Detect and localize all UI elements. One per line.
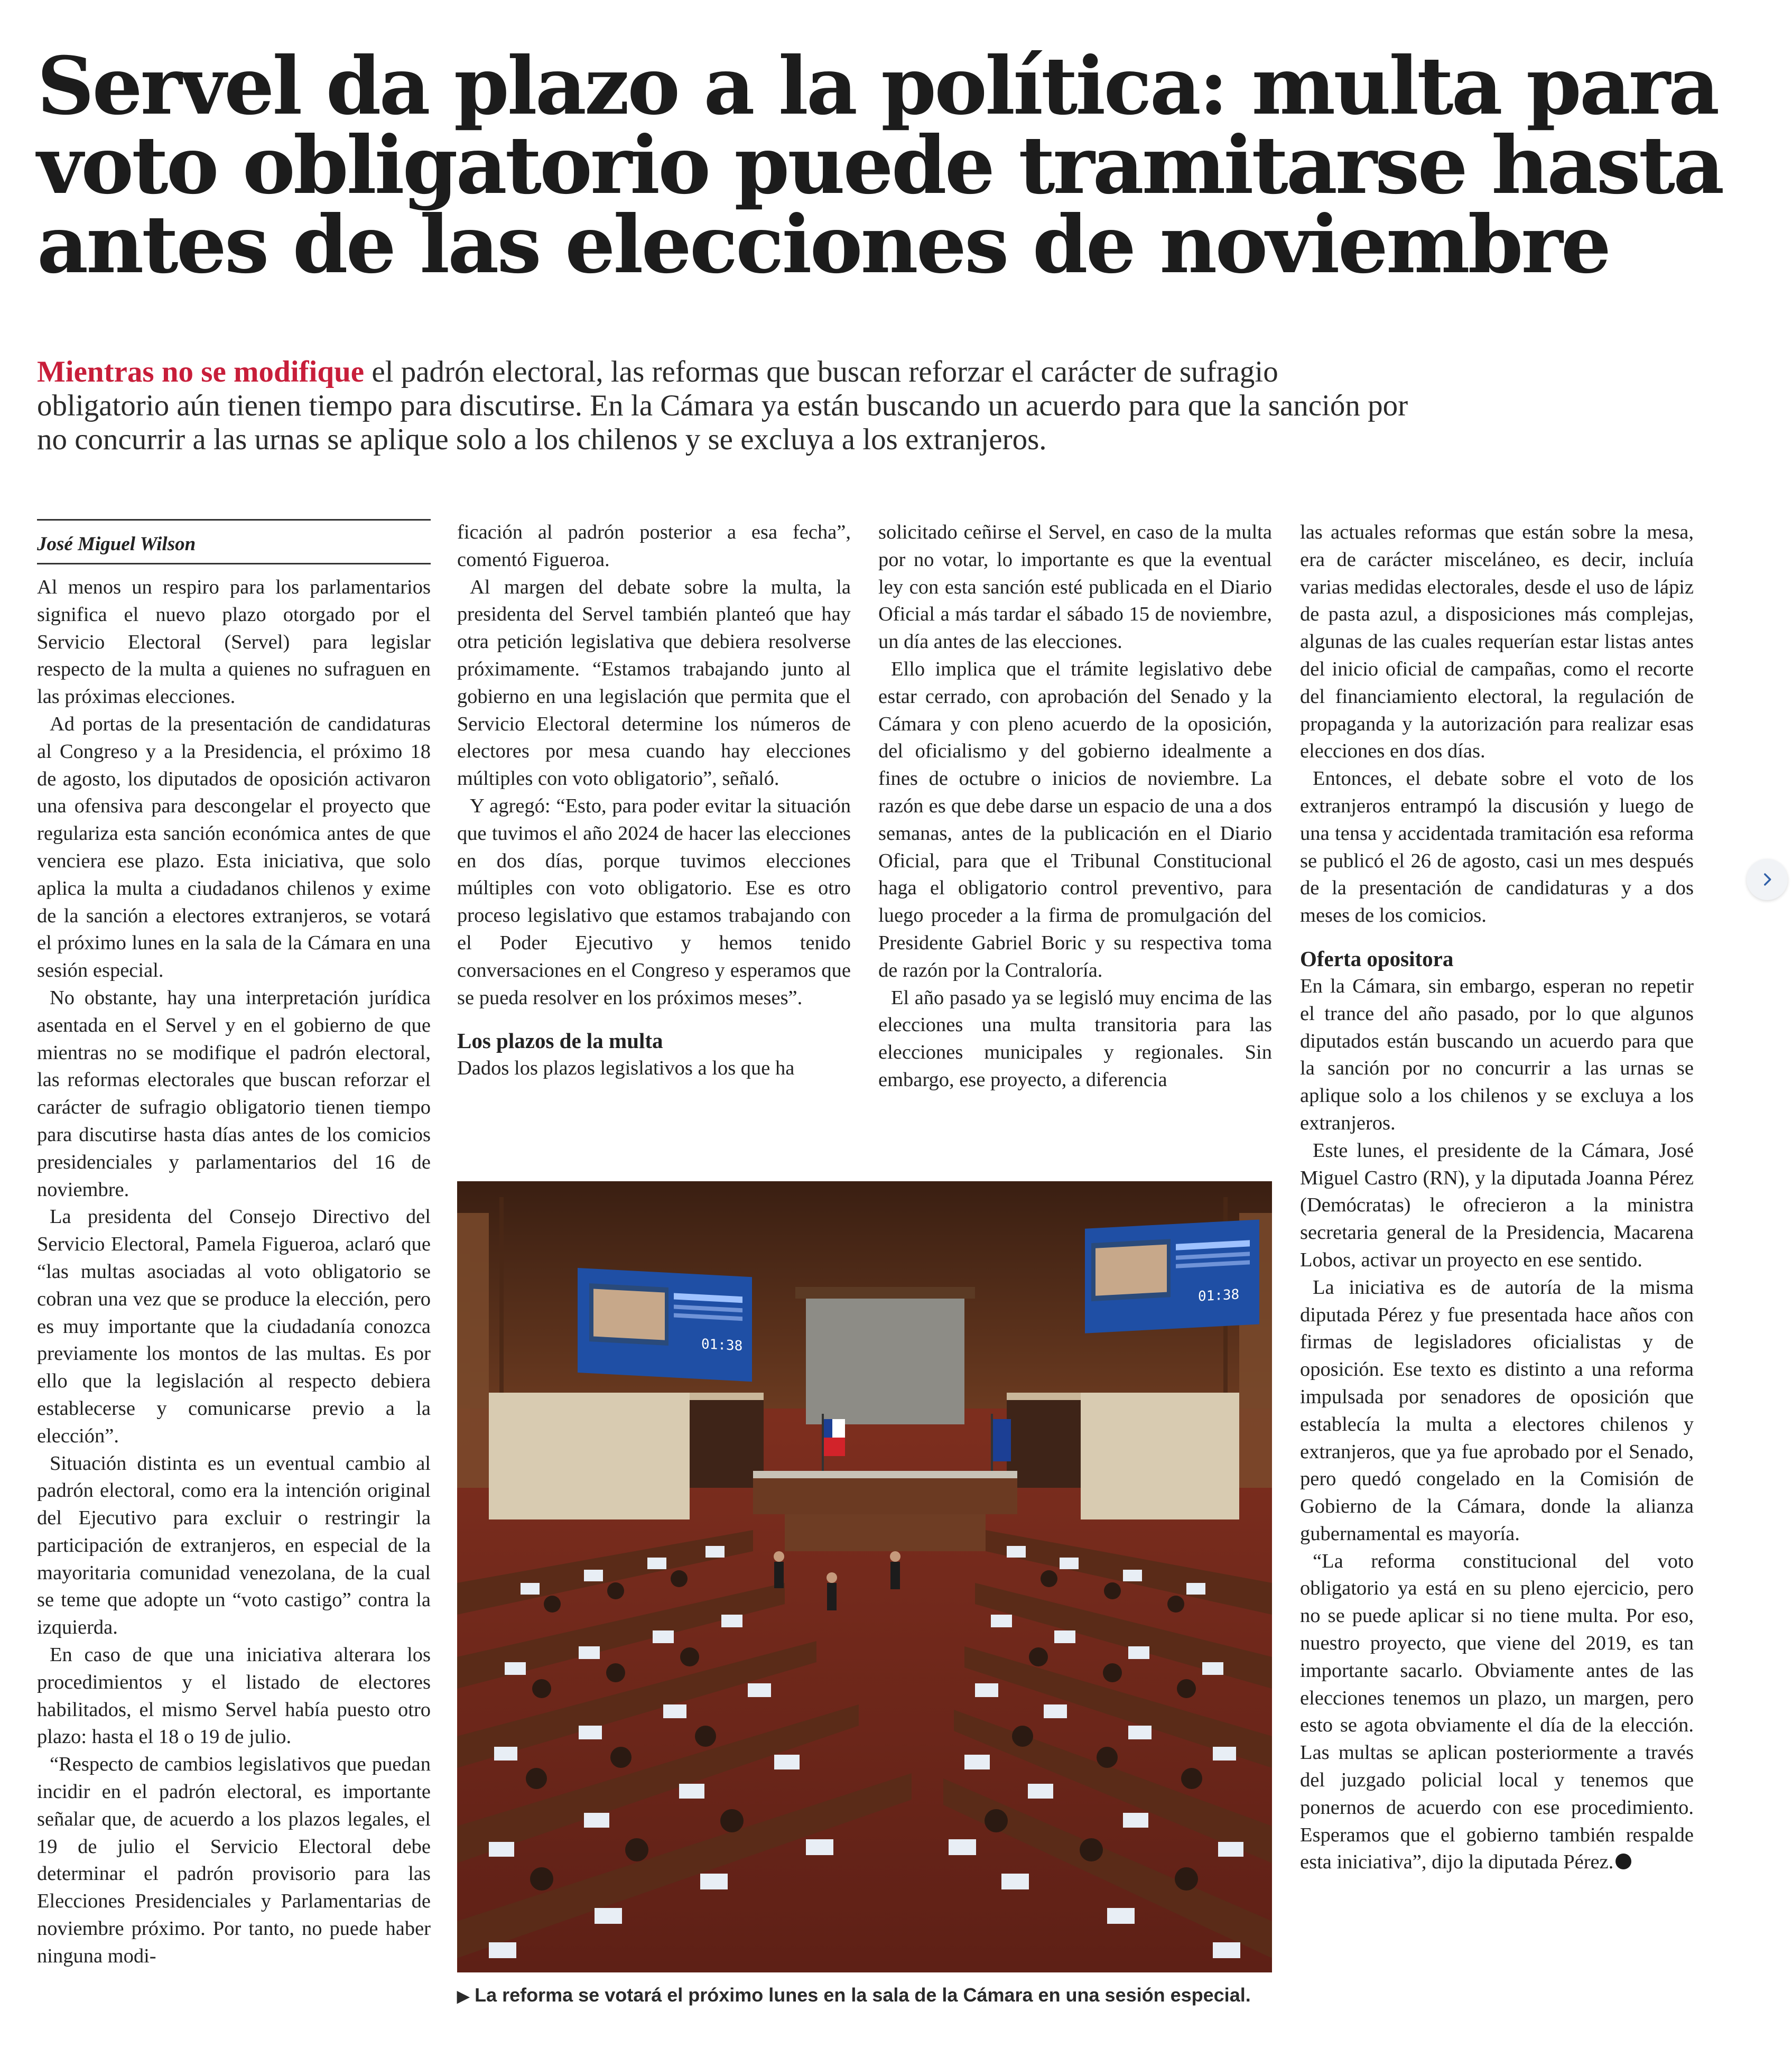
lede-text: el padrón electoral, las reformas que buscan reforzar el carácter de sufragio obligatorio aún tienen tiempo para discutirse. En la Cámara ya están buscando un acuerdo para que la sanción por no concurrir a las urnas se aplique solo a los chilenos y se excluya a los extranjeros. [37,355,1408,456]
subhead-oferta: Oferta opositora [1300,946,1454,971]
article-column-4 [1300,519,1694,1876]
paragraph: Entonces, el debate sobre el voto de los extranjeros entrampó la discusión y luego de una tensa y accidentada tramitación esa reforma se publicó el 26 de agosto, casi un mes después de la presentación de candidaturas y a dos meses de los comicios. [1300,767,1694,927]
lede-kicker: Mientras no se modifique [37,355,365,388]
paragraph: La iniciativa es de autoría de la misma diputada Pérez y fue presentada hace años con firmas de legisladores oficialistas y de oposición. Ese texto es distinto a una reforma impulsada por senadores de oposición que establecía la multa a electores chilenos y extranjeros, que ya fue aprobado por el Senado, pero quedó congelado en la Comisión de Gobierno de la Cámara, donde la alianza gubernamental es mayoría. [1300,1276,1694,1545]
article-column-1 [37,519,431,1970]
paragraph: las actuales reformas que están sobre la mesa, era de carácter misceláneo, es decir, incluía varias medidas electorales, desde el uso de lápiz de pasta azul, a disposiciones más complejas, algunas de las cuales requerían estar listas antes del inicio oficial de campañas, como el recorte del financiamiento electoral, la regulación de propaganda y la autorización para realizar esas elecciones en dos días. [1300,521,1694,763]
paragraph: “Respecto de cambios legislativos que puedan incidir en el padrón electoral, es importante señalar que, de acuerdo a los plazos legales, el 19 de julio el Servicio Electoral debe determinar el padrón provisorio para las Elecciones Presidenciales y Parlamentarias de noviembre próximo. Por tanto, no puede haber ninguna modi- [37,1753,431,1967]
headline [37,40,1754,291]
next-page-button[interactable] [1747,859,1788,900]
paragraph: Situación distinta es un eventual cambio al padrón electoral, como era la intención original del Ejecutivo para excluir o restringir la participación de extranjeros, en especial de la mayoritaria comunidad venezolana, de la cual se teme que adopte un “voto castigo” contra la izquierda. [37,1452,431,1639]
paragraph: Ello implica que el trámite legislativo debe estar cerrado, con aprobación del Senado y la Cámara y con pleno acuerdo de la oposición, del oficialismo y del gobierno idealmente a fines de octubre o inicios de noviembre. La razón es que debe darse un espacio de una a dos semanas, antes de la publicación en el Diario Oficial, para que el Tribunal Constitucional haga el obligatorio control preventivo, para luego proceder a la firma de promulgación del Presidente Gabriel Boric y su respectiva toma de razón por la Contraloría. [878,657,1272,981]
paragraph: “La reforma constitucional del voto obligatorio ya está en su pleno ejercicio, pero no se puede aplicar si no tiene multa. Por eso, nuestro proyecto, que viene del 2019, es tan importante sacarlo. Obviamente antes de las elecciones tenemos un plazo, un margen, pero esto se agota obviamente el día de la elección. Las multas se aplican posteriormente a través del juzgado policial local y tenemos que ponernos de acuerdo con ese procedimiento. Esperamos que el gobierno también respalde esta iniciativa”, dijo la diputada Pérez. [1300,1550,1694,1874]
paragraph: En la Cámara, sin embargo, esperan no repetir el trance del año pasado, por lo que algunos diputados están buscando un acuerdo para que la sanción por no concurrir a las urnas se aplique solo a los chilenos y se excluya a los extranjeros. [1300,975,1694,1134]
article-column-2 [457,519,851,1082]
paragraph: ficación al padrón posterior a esa fecha”, comentó Figueroa. [457,521,851,571]
triangle-right-icon: ▶ [457,1988,470,2005]
paragraph: Este lunes, el presidente de la Cámara, José Miguel Castro (RN), y la diputada Joanna Pérez (Demócratas) le ofrecieron a la ministra secretaria general de la Presidencia, Macarena Lobos, activar un proyecto en ese sentido. [1300,1139,1694,1271]
headline-line-1: Servel da plazo a la política: multa para [37,40,1718,133]
article-column-3 [878,519,1272,1094]
subhead-plazos: Los plazos de la multa [457,1028,663,1053]
paragraph: En caso de que una iniciativa alterara los procedimientos y el listado de electores habilitados, el mismo Servel había puesto otro plazo: hasta el 18 o 19 de julio. [37,1644,431,1748]
byline: José Miguel Wilson [37,519,431,564]
paragraph: No obstante, hay una interpretación jurídica asentada en el Servel y en el gobierno de que mientras no se modifique el padrón electoral, las reformas electorales que buscan reforzar el carácter de sufragio obligatorio tienen tiempo para discutirse hasta días antes de los comicios presidenciales y parlamentarios del 16 de noviembre. [37,986,431,1201]
chevron-right-icon [1758,870,1776,888]
right-screen-time: 01:38 [1198,1286,1240,1305]
paragraph: El año pasado ya se legisló muy encima de las elecciones una multa transitoria para las elecciones municipales y regionales. Sin embargo, ese proyecto, a diferencia [878,986,1272,1091]
lede [37,355,1411,457]
photo-caption [457,1983,1303,2009]
end-dot-icon [1615,1854,1631,1869]
paragraph: La presidenta del Consejo Directivo del Servicio Electoral, Pamela Figueroa, aclaró que “las multas asociadas al voto obligatorio se cobran una vez que se produce la elección, pero es muy importante que la ciudadanía conozca previamente los montos de las multas. Es por ello que la legislación al respecto debiera establecerse y comunicarse previo a la elección”. [37,1206,431,1447]
caption-text: La reforma se votará el próximo lunes en la sala de la Cámara en una sesión especial. [475,1984,1251,2006]
left-screen-time: 01:38 [701,1336,743,1355]
paragraph: Al margen del debate sobre la multa, la presidenta del Servel también planteó que hay otra petición legislativa que debiera resolverse próximamente. “Estamos trabajando junto al gobierno en una legislación que permita que el Servicio Electoral determine los números de electores por mesa cuando hay elecciones múltiples con voto obligatorio”, señaló. [457,576,851,790]
paragraph: solicitado ceñirse el Servel, en caso de la multa por no votar, lo importante es que la eventual ley con esta sanción esté publicada en el Diario Oficial a más tardar el sábado 15 de noviembre, un día antes de las elecciones. [878,521,1272,653]
headline-line-2: voto obligatorio puede tramitarse hasta [37,119,1723,212]
chamber-photo-illustration [457,1181,1272,1972]
paragraph: Dados los plazos legislativos a los que ha [457,1057,795,1080]
headline-line-3: antes de las elecciones de noviembre [37,198,1610,291]
paragraph: Ad portas de la presentación de candidaturas al Congreso y a la Presidencia, el próximo 18 de agosto, los diputados de oposición activaron una ofensiva para descongelar el proyecto que regulariza esta sanción económica antes de que venciera ese plazo. Esta iniciativa, que solo aplica la multa a ciudadanos chilenos y exime de la sanción a electores extranjeros, se votará el próximo lunes en la sala de la Cámara en una sesión especial. [37,712,431,982]
chamber-photo [457,1181,1272,1972]
paragraph: Y agregó: “Esto, para poder evitar la situación que tuvimos el año 2024 de hacer las elecciones en dos días, porque tuvimos elecciones múltiples con voto obligatorio. Ese es otro proceso legislativo que estamos trabajando con el Poder Ejecutivo y hemos tenido conversaciones en el Congreso y esperamos que se pueda resolver en los próximos meses”. [457,794,851,1009]
paragraph: Al menos un respiro para los parlamentarios significa el nuevo plazo otorgado por el Servicio Electoral (Servel) para legislar respecto de la multa a quienes no sufraguen en las próximas elecciones. [37,576,431,708]
